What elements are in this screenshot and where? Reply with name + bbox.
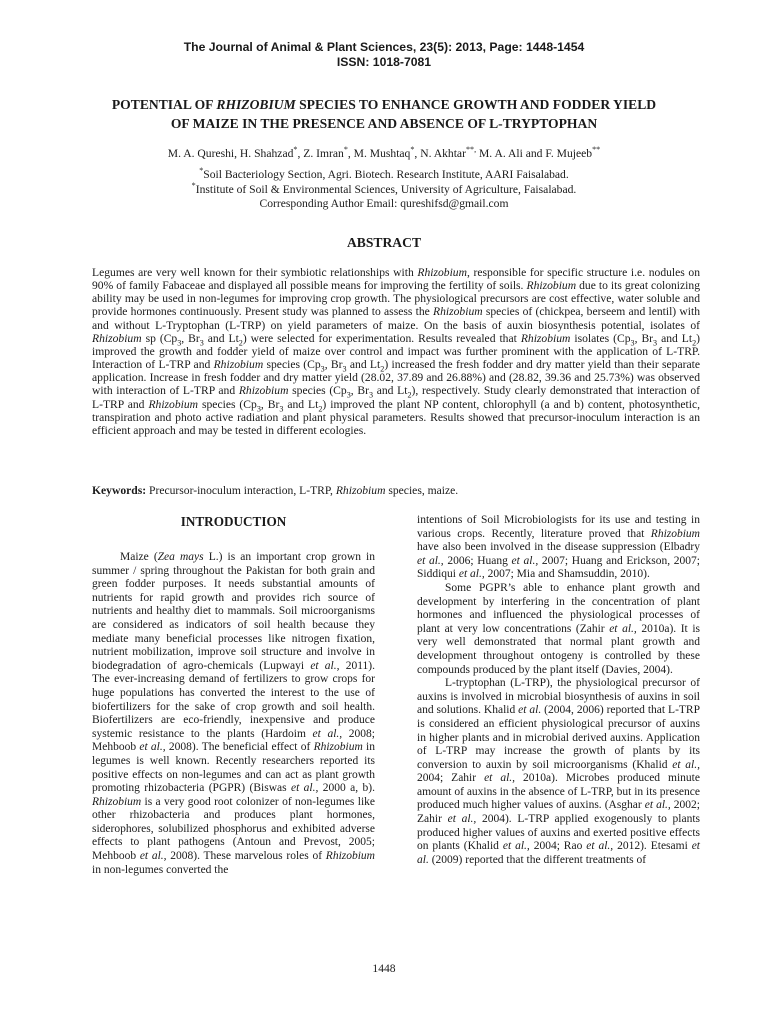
intro-paragraph-3: L-tryptophan (L-TRP), the physiological precursor of auxins is involved in microbial biosynthesis of auxins in soil and solutions. Khalid et al. (2004, 2006) reported that L-TRP is considered an efficient physiological precursor of auxins in higher plants and in microbial derived auxins. Application of L-TRP may increase the growth of plants by its conversion to auxin by soil microorganisms (Khalid et al., 2004; Zahir et al., 2010a). Microbes produced minute amount of auxins in the absence of L-TRP, but in its presence produced much higher values of auxins. (Asghar et al., 2002; Zahir et al., 2004). L-TRP applied exogenously to plants produced higher values of auxins and exerted positive effects on plants (Khalid et al., 2004; Rao et al., 2012). Etesami et al. (2009) reported that the different treatments of (417, 677, 701, 866)
intro-paragraph-1: Maize (Zea mays L.) is an important crop grown in summer / spring throughout the Pakistan for both grain and green fodder purposes. It needs substantial amounts of nutrients for rapid growth and provides rich source of nutrients and healthy diet to mammals. Soil microorganisms are considered as indicators of soil health because they mediate many beneficial processes like nitrogen fixation, nutrient mobilization, improve soil structure and involve in biodegradation of agro-chemicals (Lupwayi et al., 2011). The ever-increasing demand of fertilizers to grow crops for huge populations has converted the interest to the use of biofertilizers for the sake of crop growth and soil health. Biofertilizers are eco-friendly, inexpensive and produce systemic resistance to the plants (Hardoim et al., 2008; Mehboob et al., 2008). The beneficial effect of Rhizobium in legumes is well known. Recently researchers reported its positive effects on non-legumes and can act as plant growth promoting rhizobacteria (PGPR) (Biswas et al., 2000 a, b). Rhizobium is a very good root colonizer of non-legumes like other rhizobacteria and produces plant hormones, siderophores, solubilized phosphorus and exhibited adverse effects to plant pathogens (Antoun and Prevost, 2005; Mehboob et al., 2008). These marvelous roles of Rhizobium in non-legumes converted the (92, 551, 375, 876)
corresponding-author: Corresponding Author Email: qureshifsd@gmail.com (259, 197, 509, 211)
affiliation-2: *Institute of Soil & Environmental Sciences, University of Agriculture, Faisalabad. (191, 180, 577, 196)
journal-header (0, 40, 768, 70)
journal-issn: ISSN: 1018-7081 (336, 55, 432, 69)
right-column (417, 514, 700, 867)
keywords-label: Keywords: (92, 484, 147, 497)
author-list: M. A. Qureshi, H. Shahzad*, Z. Imran*, M. Mushtaq*, N. Akhtar**, M. A. Ali and F. Mujeeb** (167, 145, 601, 160)
journal-citation: The Journal of Animal & Plant Sciences, 23(5): 2013, Page: 1448-1454 (183, 40, 585, 54)
abstract-body: Legumes are very well known for their symbiotic relationships with Rhizobium, responsible for specific structure i.e. nodules on 90% of family Fabaceae and displayed all possible means for improving the fertility of soils. Rhizobium due to its great colonizing ability may be used in non-legumes for improving crop growth. The physiological precursors are cost effective, water soluble and provide hormones continuously. Present study was planned to assess the Rhizobium species of (chickpea, berseem and lentil) with and without L-Tryptophan (L-TRP) on yield parameters of maize. On the basis of auxin biosynthesis potential, isolates of Rhizobium sp ($Cp_3$, $Br_3$ and $Lt_2$) were selected for experimentation. Results revealed that Rhizobium isolates ($Cp_3$, $Br_3$ and $Lt_2$) improved the growth and fodder yield of maize over control and impact was further prominent with the application of L-TRP. Interaction of L-TRP and Rhizobium species ($Cp_3$, $Br_3$ and $Lt_2$) increased the fresh fodder and dry matter yield than their separate application. Increase in fresh fodder and dry matter yield (28.02, 37.89 and 26.88%) and (28.82, 39.36 and 25.73%) was observed with interaction of L-TRP and Rhizobium species ($Cp_3$, $Br_3$ and $Lt_2$), respectively. Study clearly demonstrated that interaction of L-TRP and Rhizobium species ($Cp_3$, $Br_3$ and $Lt_2$) improved the plant NP content, chlorophyll (a and b) content, photosynthetic, transpiration and photo active radiation and plant physical parameters. Results showed that precursor-inoculum interaction is an efficient approach and may be tested in different ecologies. (92, 266, 701, 437)
affiliations (40, 168, 728, 212)
paper-title (40, 95, 728, 133)
title-line-2: OF MAIZE IN THE PRESENCE AND ABSENCE OF L-TRYPTOPHAN (170, 116, 598, 131)
left-column (92, 514, 375, 877)
title-line-1: POTENTIAL OF RHIZOBIUM SPECIES TO ENHANCE GROWTH AND FODDER YIELD (111, 97, 657, 112)
intro-paragraph-2: Some PGPR’s able to enhance plant growth and development by interfering in the concentration of plant hormones and influenced the physiological processes of plant at very low concentrations (Zahir et al., 2010a). It is very well demonstrated that normal plant growth and development throughout ontogeny is controlled by these compounds produced by the plant itself (Davies, 2004). (417, 581, 700, 676)
abstract-heading: ABSTRACT (346, 235, 422, 250)
affiliation-1: *Soil Bacteriology Section, Agri. Biotech. Research Institute, AARI Faisalabad. (199, 166, 569, 181)
introduction-heading: INTRODUCTION (180, 514, 287, 529)
intro-paragraph-1-continued: intentions of Soil Microbiologists for its use and testing in various crops. Recently, literature proved that Rhizobium have also been involved in the disease suppression (Elbadry et al., 2006; Huang et al., 2007; Huang and Erickson, 2007; Siddiqui et al., 2007; Mia and Shamsuddin, 2010). (417, 514, 700, 581)
page-number: 1448 (372, 962, 396, 975)
keywords-line: Keywords: Precursor-inoculum interaction, L-TRP, Rhizobium species, maize. (92, 484, 459, 497)
